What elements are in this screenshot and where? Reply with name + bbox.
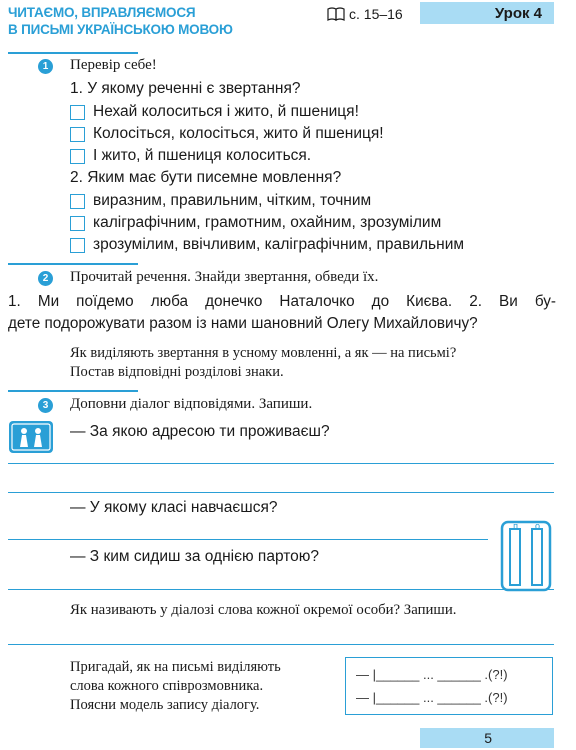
checkbox[interactable]: [70, 149, 85, 164]
question-1: 1. У якому реченні є звертання?: [70, 80, 301, 97]
checkbox[interactable]: [70, 238, 85, 253]
dialog-question: — З ким сидиш за однією партою?: [70, 548, 320, 565]
writing-line[interactable]: [8, 492, 554, 493]
writing-line[interactable]: [8, 589, 554, 590]
checkbox[interactable]: [70, 216, 85, 231]
exercise-text: 1. Ми поїдемо люба донечко Наталочко до Києва. 2. Ви бу- дете подорожувати разом із нами шановний Олегу Михайловичу?: [8, 293, 556, 332]
task-number-badge: 2: [38, 271, 53, 286]
writing-line[interactable]: [8, 539, 488, 540]
checkbox[interactable]: [70, 127, 85, 142]
task-number-badge: 1: [38, 59, 53, 74]
answer-option[interactable]: Колосіться, колосіться, жито й пшениця!: [70, 125, 384, 143]
answer-option[interactable]: зрозумілим, ввічливим, каліграфічним, правильним: [70, 236, 464, 254]
task-number-badge: 3: [38, 398, 53, 413]
pen-label: п: [513, 521, 518, 531]
question-2: 2. Яким має бути писемне мовлення?: [70, 169, 342, 186]
writing-line[interactable]: [8, 644, 554, 645]
task-title: Перевір себе!: [70, 57, 157, 73]
dialog-question: — За якою адресою ти проживаєш?: [70, 423, 330, 440]
section-divider: [8, 390, 138, 392]
dialog-question: — У якому класі навчаєшся?: [70, 499, 278, 516]
checkbox[interactable]: [70, 194, 85, 209]
dialog-people-icon: [8, 420, 54, 454]
answer-option[interactable]: каліграфічним, грамотним, охайним, зрозумілим: [70, 214, 441, 232]
page-range: с. 15–16: [349, 6, 403, 22]
answer-option[interactable]: І жито, й пшениця колоситься.: [70, 147, 311, 165]
section-title: ЧИТАЄМО, ВПРАВЛЯЄМОСЯ В ПИСЬМІ УКРАЇНСЬКОЮ МОВОЮ: [8, 5, 233, 37]
task-note: Як виділяють звертання в усному мовленні, а як — на письмі? Постав відповідні розділові знаки.: [70, 345, 457, 380]
pen-pencil-icon: [500, 520, 552, 592]
dialog-model-row: — |______ ... ______ .(?!): [356, 690, 508, 705]
task-note: Як називають у діалозі слова кожної окремої особи? Запиши.: [70, 602, 457, 618]
checkbox[interactable]: [70, 105, 85, 120]
writing-line[interactable]: [8, 463, 554, 464]
dialog-model-box: [345, 657, 553, 715]
task-title: Доповни діалог відповідями. Запиши.: [70, 396, 313, 412]
dialog-model-row: — |______ ... ______ .(?!): [356, 667, 508, 682]
remember-note: Пригадай, як на письмі виділяють слова кожного співрозмовника. Поясни модель запису діалогу.: [70, 659, 281, 713]
section-divider: [8, 52, 138, 54]
pencil-label: о: [534, 521, 540, 531]
textbook-reference: [327, 6, 403, 22]
section-divider: [8, 263, 138, 265]
lesson-badge: Урок 4: [420, 2, 554, 24]
page-number-badge: 5: [420, 728, 554, 748]
answer-option[interactable]: Нехай колоситься і жито, й пшениця!: [70, 103, 359, 121]
answer-option[interactable]: виразним, правильним, чітким, точним: [70, 192, 371, 210]
task-title: Прочитай речення. Знайди звертання, обведи їх.: [70, 269, 379, 285]
open-book-icon: [327, 7, 345, 21]
